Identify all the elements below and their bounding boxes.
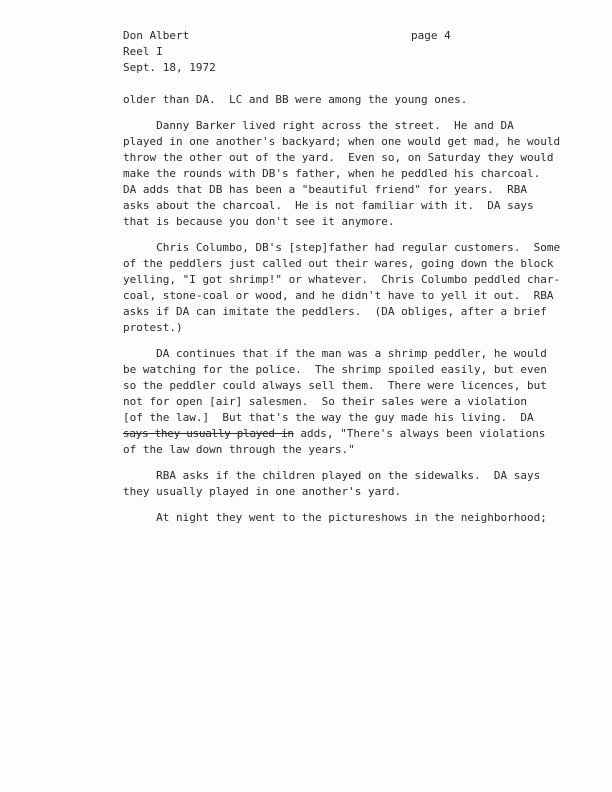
text-line: [of the law.] But that's the way the guy made his living. DA xyxy=(123,411,534,424)
text-line: so the peddler could always sell them. There were licences, but xyxy=(123,379,547,392)
transcript-body xyxy=(123,92,583,526)
text-line: yelling, "I got shrimp!" or whatever. Chris Columbo peddled char- xyxy=(123,273,561,286)
document-header xyxy=(123,28,216,76)
page-number: page 4 xyxy=(411,29,451,42)
text-line: DA adds that DB has been a "beautiful friend" for years. RBA xyxy=(123,183,527,196)
paragraph-4 xyxy=(123,346,583,458)
paragraph-1 xyxy=(123,92,583,108)
text-line: Chris Columbo, DB's [step]father had regular customers. Some xyxy=(123,241,561,254)
text-line: of the peddlers just called out their wares, going down the block xyxy=(123,257,554,270)
paragraph-2 xyxy=(123,118,583,230)
text-line: of the law down through the years." xyxy=(123,443,355,456)
struck-out-text: says they usually played in xyxy=(123,427,294,440)
text-line: coal, stone-coal or wood, and he didn't have to yell it out. RBA xyxy=(123,289,554,302)
text-line: asks about the charcoal. He is not familiar with it. DA says xyxy=(123,199,534,212)
text-line: they usually played in one another's yard. xyxy=(123,485,402,498)
text-line: protest.) xyxy=(123,321,183,334)
paragraph-5 xyxy=(123,468,583,500)
text-line: make the rounds with DB's father, when he peddled his charcoal. xyxy=(123,167,541,180)
text-line: At night they went to the pictureshows in the neighborhood; xyxy=(123,511,547,524)
text-line: RBA asks if the children played on the sidewalks. DA says xyxy=(123,469,541,482)
text-line: older than DA. LC and BB were among the young ones. xyxy=(123,93,468,106)
text-line: played in one another's backyard; when one would get mad, he would xyxy=(123,135,561,148)
paragraph-3 xyxy=(123,240,583,336)
paragraph-6 xyxy=(123,510,583,526)
header-reel: Reel I xyxy=(123,45,163,58)
text-line: DA continues that if the man was a shrimp peddler, he would xyxy=(123,347,547,360)
text-line: Danny Barker lived right across the street. He and DA xyxy=(123,119,514,132)
text-line: that is because you don't see it anymore. xyxy=(123,215,395,228)
text-line-with-strikeout xyxy=(123,426,583,442)
text-after-strikeout: adds, "There's always been violations xyxy=(293,427,546,440)
header-name: Don Albert xyxy=(123,29,190,42)
text-line: throw the other out of the yard. Even so, on Saturday they would xyxy=(123,151,554,164)
text-line: asks if DA can imitate the peddlers. (DA obliges, after a brief xyxy=(123,305,547,318)
text-line: not for open [air] salesmen. So their sales were a violation xyxy=(123,395,527,408)
header-date: Sept. 18, 1972 xyxy=(123,61,216,74)
text-line: be watching for the police. The shrimp spoiled easily, but even xyxy=(123,363,547,376)
